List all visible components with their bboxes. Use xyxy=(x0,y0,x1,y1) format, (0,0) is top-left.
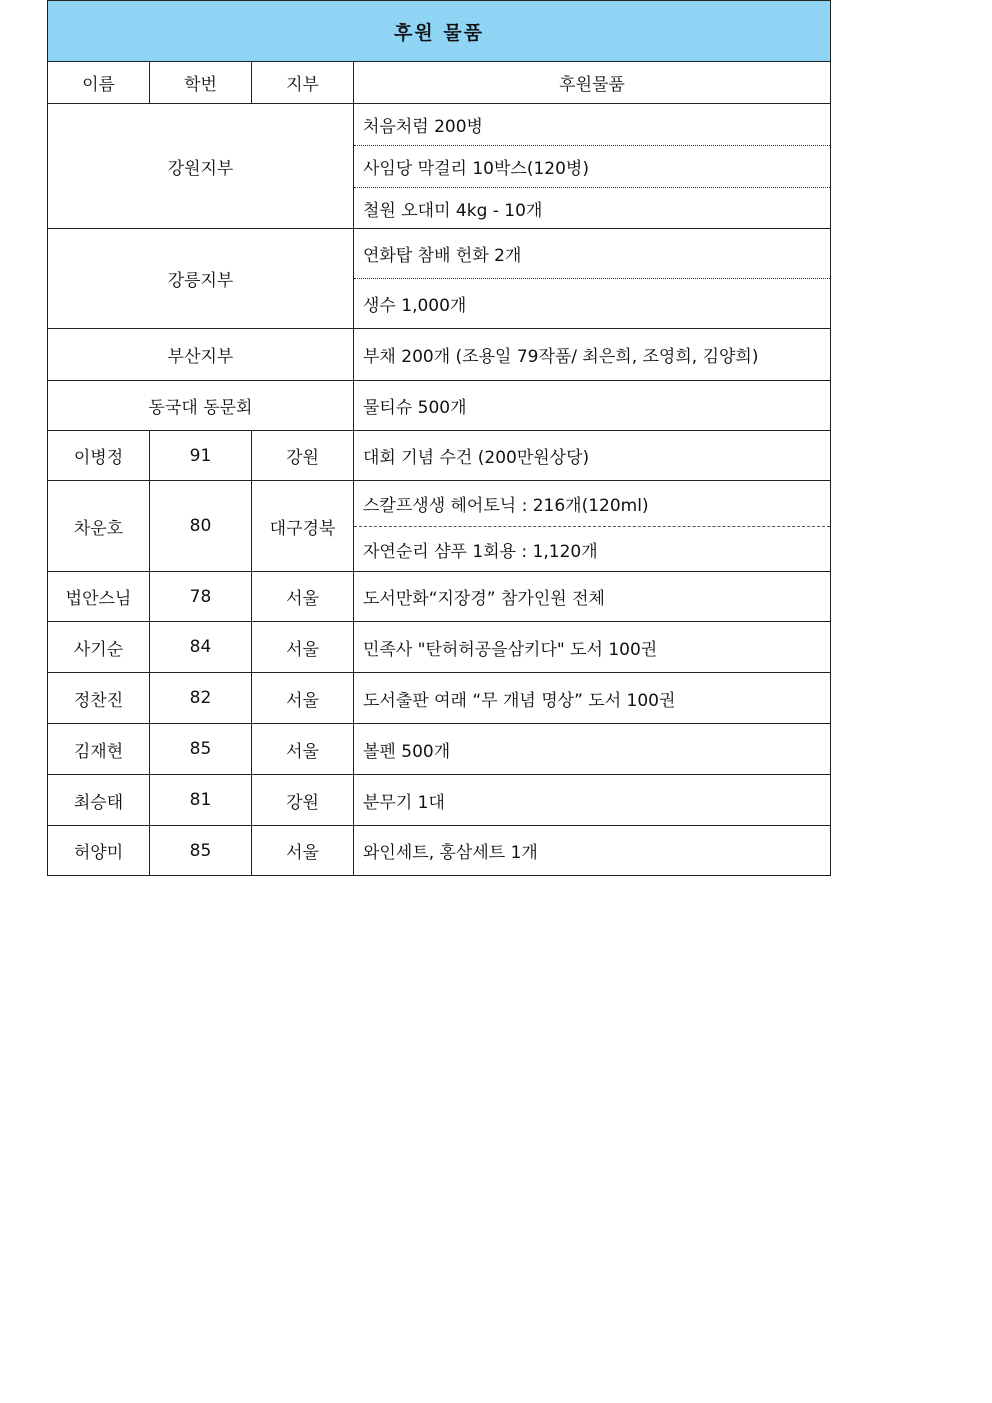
person-name: 허양미 xyxy=(48,826,150,876)
item-text: 생수 1,000개 xyxy=(354,278,830,328)
person-branch: 서울 xyxy=(252,724,354,775)
person-row xyxy=(48,673,831,724)
person-name: 최승태 xyxy=(48,775,150,826)
item-text: 분무기 1대 xyxy=(354,775,831,826)
group-row xyxy=(48,104,831,229)
item-text: 연화탑 참배 헌화 2개 xyxy=(363,246,522,266)
item-text: 사임당 막걸리 10박스(120병) xyxy=(354,145,830,187)
person-student-no: 78 xyxy=(150,572,252,622)
person-name: 차운호 xyxy=(48,481,150,572)
title-row xyxy=(48,1,831,62)
item-list xyxy=(354,104,831,229)
person-row xyxy=(48,775,831,826)
group-name: 동국대 동문회 xyxy=(48,381,354,431)
person-branch: 대구경북 xyxy=(252,481,354,572)
person-row xyxy=(48,572,831,622)
table-title: 후원 물품 xyxy=(48,1,831,62)
person-student-no: 81 xyxy=(150,775,252,826)
person-student-no: 85 xyxy=(150,826,252,876)
item-text: 볼펜 500개 xyxy=(354,724,831,775)
header-student-no: 학번 xyxy=(150,62,252,104)
person-name: 법안스님 xyxy=(48,572,150,622)
item-text: 부채 200개 (조용일 79작품/ 최은희, 조영희, 김양희) xyxy=(354,329,831,381)
person-row xyxy=(48,622,831,673)
person-branch: 서울 xyxy=(252,826,354,876)
header-row xyxy=(48,62,831,104)
person-row xyxy=(48,826,831,876)
item-text: 도서만화“지장경” 참가인원 전체 xyxy=(354,572,831,622)
person-name: 김재현 xyxy=(48,724,150,775)
person-row xyxy=(48,481,831,572)
item-text: 민족사 "탄허허공을삼키다" 도서 100권 xyxy=(354,622,831,673)
header-items: 후원물품 xyxy=(354,62,831,104)
group-name: 강릉지부 xyxy=(48,229,354,329)
item-list xyxy=(354,481,831,572)
person-student-no: 84 xyxy=(150,622,252,673)
person-name: 이병정 xyxy=(48,431,150,481)
group-name: 부산지부 xyxy=(48,329,354,381)
item-list xyxy=(354,229,831,329)
item-text: 도서출판 여래 “무 개념 명상” 도서 100권 xyxy=(354,673,831,724)
header-name: 이름 xyxy=(48,62,150,104)
item-text: 철원 오대미 4kg - 10개 xyxy=(354,187,830,228)
item-text: 처음처럼 200병 xyxy=(363,117,483,137)
person-student-no: 85 xyxy=(150,724,252,775)
person-name: 사기순 xyxy=(48,622,150,673)
item-text: 와인세트, 홍삼세트 1개 xyxy=(354,826,831,876)
person-branch: 서울 xyxy=(252,572,354,622)
person-row xyxy=(48,431,831,481)
person-student-no: 82 xyxy=(150,673,252,724)
item-text: 자연순리 샴푸 1회용 : 1,120개 xyxy=(354,526,830,571)
person-name: 정찬진 xyxy=(48,673,150,724)
person-branch: 서울 xyxy=(252,673,354,724)
person-branch: 서울 xyxy=(252,622,354,673)
group-row xyxy=(48,381,831,431)
person-student-no: 91 xyxy=(150,431,252,481)
person-branch: 강원 xyxy=(252,775,354,826)
header-branch: 지부 xyxy=(252,62,354,104)
group-name: 강원지부 xyxy=(48,104,354,229)
group-row xyxy=(48,329,831,381)
item-text: 물티슈 500개 xyxy=(354,381,831,431)
person-row xyxy=(48,724,831,775)
item-text: 스칼프생생 헤어토닉 : 216개(120ml) xyxy=(363,496,649,516)
person-student-no: 80 xyxy=(150,481,252,572)
person-branch: 강원 xyxy=(252,431,354,481)
donation-table xyxy=(47,0,831,876)
group-row xyxy=(48,229,831,329)
item-text: 대회 기념 수건 (200만원상당) xyxy=(354,431,831,481)
